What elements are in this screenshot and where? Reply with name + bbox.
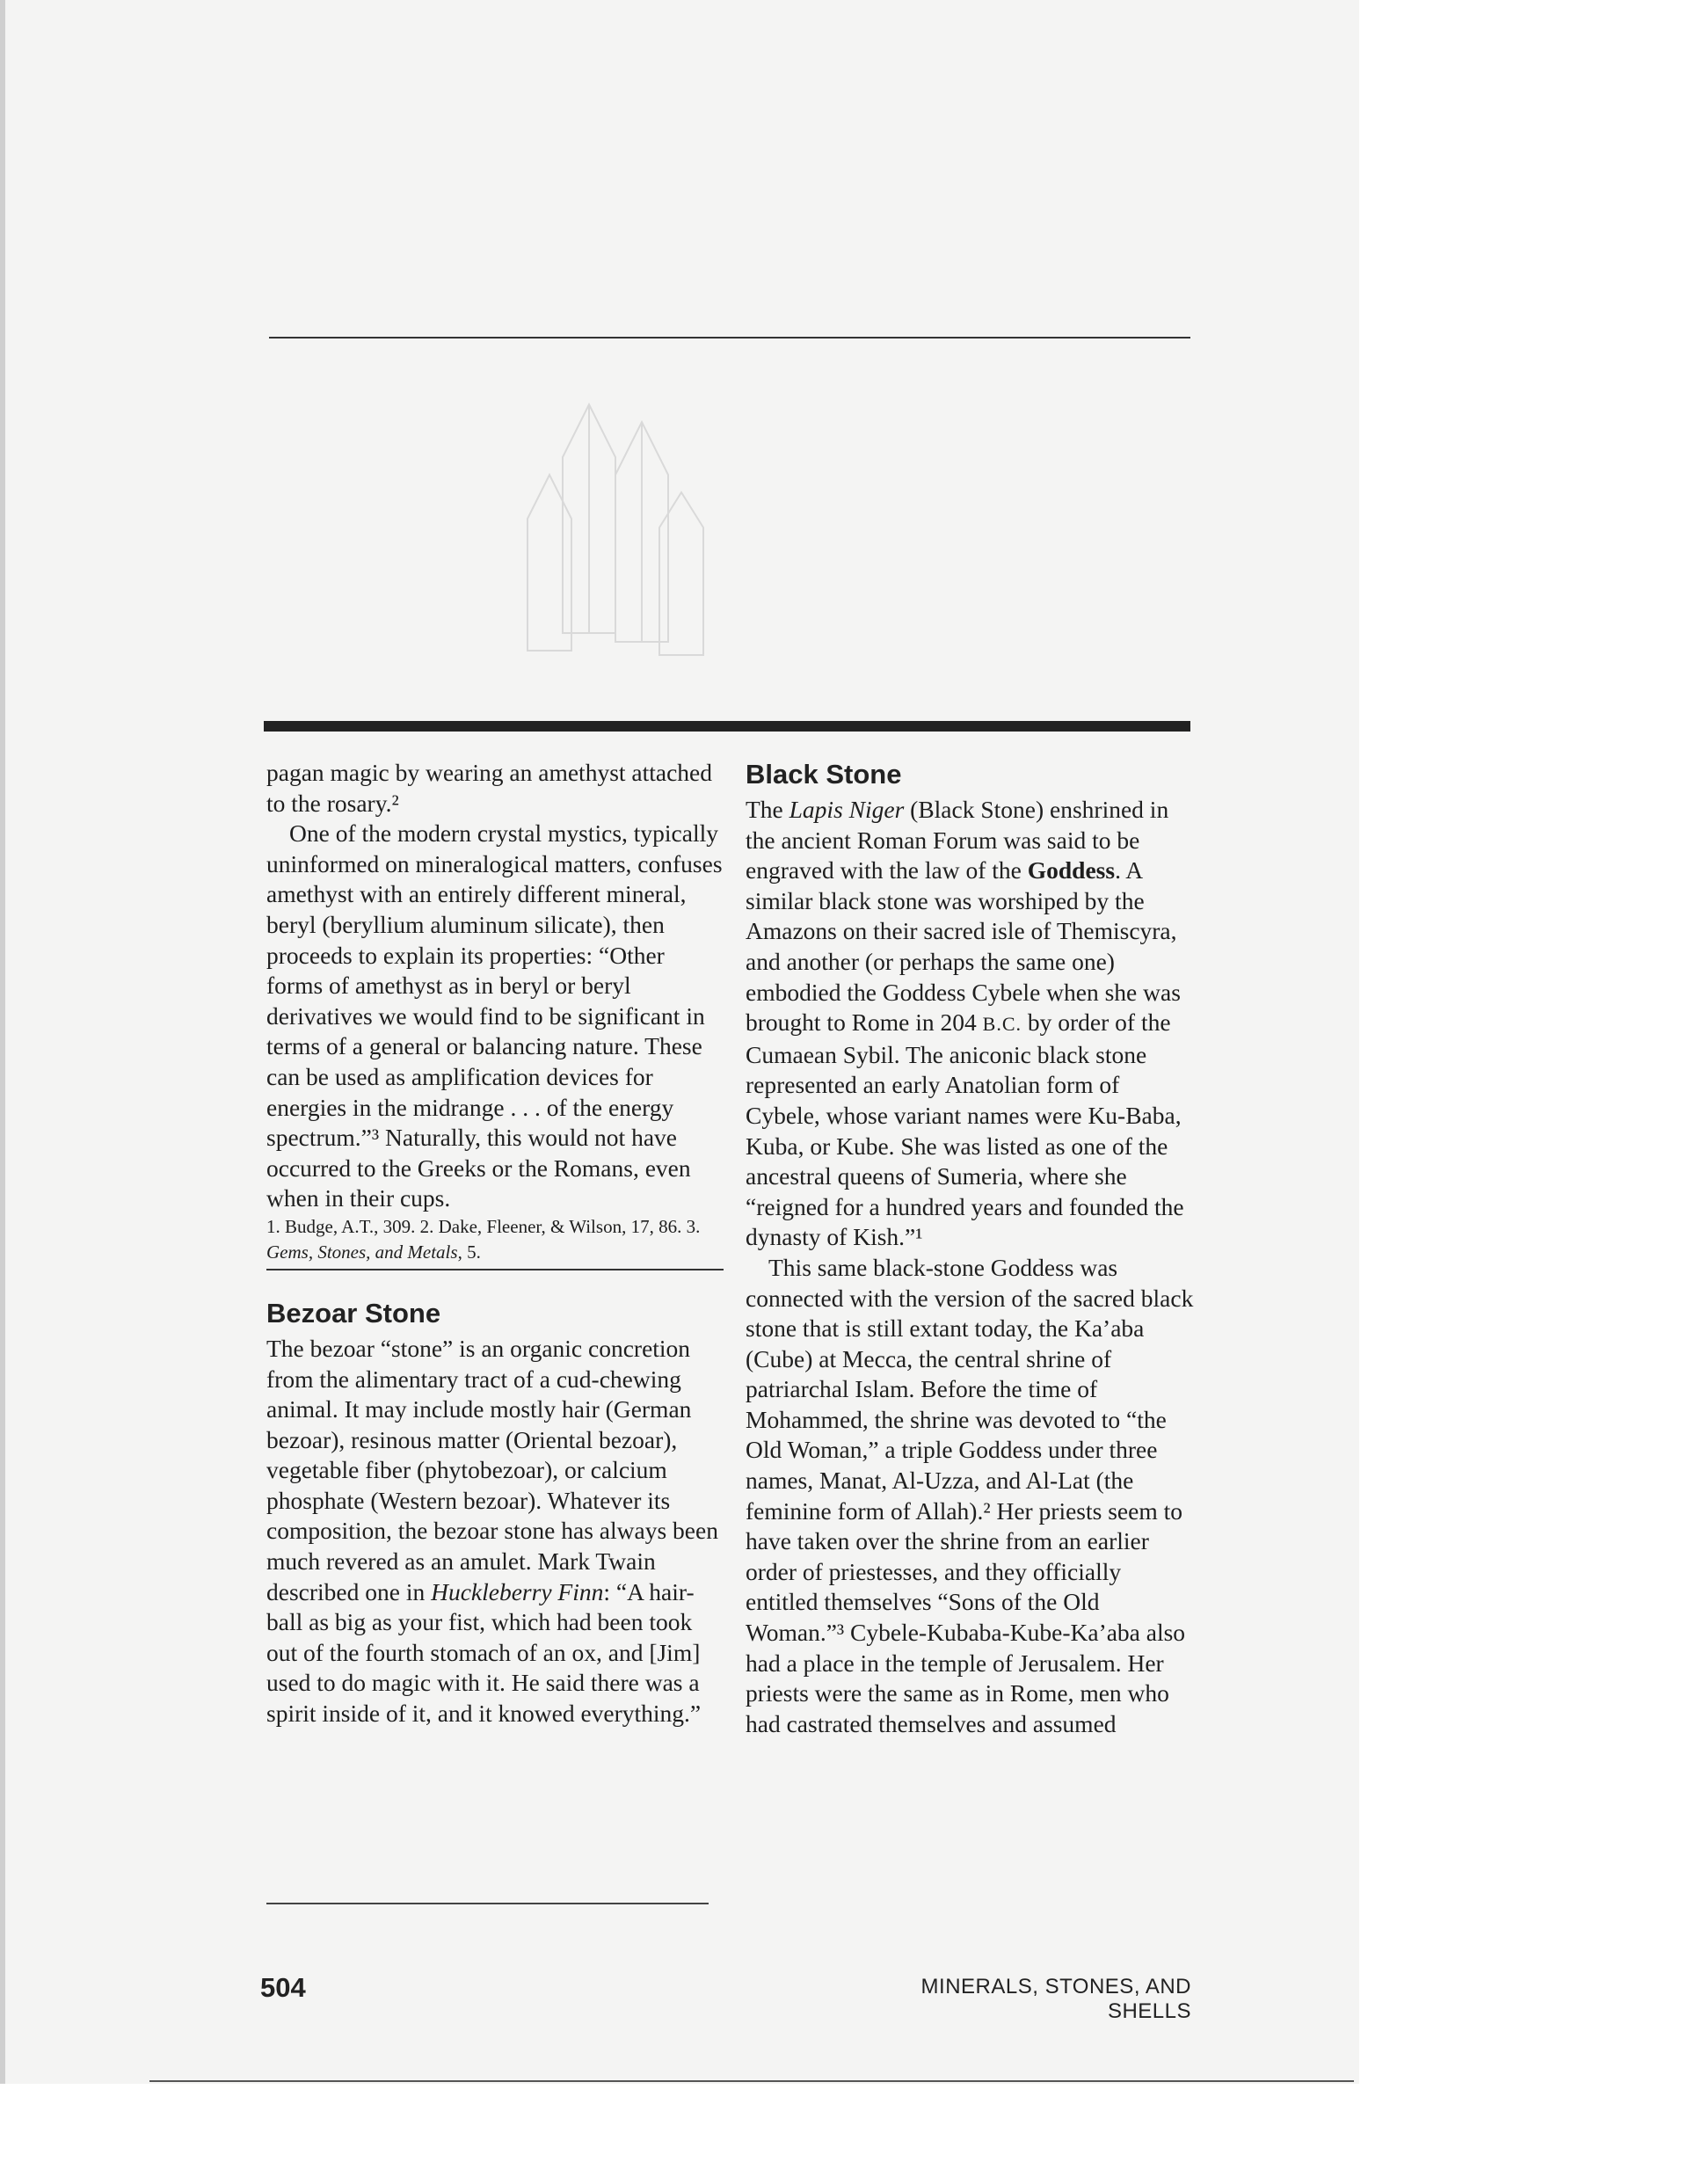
amethyst-notes [266, 1214, 724, 1265]
bs-text-c: . A similar black stone was worshiped by the Amazons on their sacred isle of Themiscyra, and another (or perhaps the same one) embodied the Goddess Cybele when she was brought to Rome in 204 [746, 856, 1181, 1037]
faded-crystal-illustration [492, 352, 721, 686]
header-rule [269, 337, 1190, 339]
black-stone-heading: Black Stone [746, 759, 902, 790]
bs-lapis-niger: Lapis Niger [789, 796, 905, 823]
notes-book-title: Gems, Stones, and Metals [266, 1241, 458, 1263]
bs-goddess-link: Goddess [1027, 856, 1116, 885]
notes-suffix: , 5. [457, 1241, 481, 1263]
notes-prefix: 1. Budge, A.T., 309. 2. Dake, Fleener, & Wilson, 17, 86. 3. [266, 1215, 701, 1237]
bezoar-stone-heading: Bezoar Stone [266, 1297, 441, 1329]
page-number: 504 [260, 1972, 306, 2003]
bezoar-book-title: Huckleberry Finn [431, 1577, 604, 1605]
bezoar-text-after: : “A hair-ball as big as your fist, which had been took out of the fourth stomach of an ox, and [Jim] used to do magic with it. He said there was a spirit inside of it, and it knowed everything.” [266, 1577, 702, 1728]
black-stone-paragraph-1 [746, 795, 1194, 1253]
notes-rule [266, 1269, 724, 1270]
column-end-rule [266, 1903, 709, 1904]
running-head: MINERALS, STONES, AND SHELLS [920, 1975, 1191, 2023]
section-divider-thick [264, 721, 1190, 732]
bs-text-a: The [746, 796, 789, 823]
bs-era: B.C. [982, 1013, 1022, 1036]
right-column [746, 758, 1194, 1739]
scan-edge [0, 0, 5, 2084]
bezoar-stone-paragraph [266, 1334, 724, 1729]
scan-bottom-edge [149, 2080, 1354, 2082]
black-stone-paragraph-2: This same black-stone Goddess was connected with the version of the sacred black stone that is still extant today, the Ka’aba (Cube) at Mecca, the central shrine of patriarchal Islam. Before the time of Mohammed, the shrine was devoted to “the Old Woman,” a triple Goddess under three names, Manat, Al-Uzza, and Al-Lat (the feminine form of Allah).² Her priests seem to have taken over the shrine from an earlier order of priestesses, and they officially entitled themselves “Sons of the Old Woman.”³ Cybele-Kubaba-Kube-Ka’aba also had a place in the temple of Jerusalem. Her priests were the same as in Rome, men who had castrated themselves and assumed [746, 1253, 1194, 1737]
bezoar-text-before: The bezoar “stone” is an organic concretion from the alimentary tract of a cud-chewing animal. It may include mostly hair (German bezoar), resinous matter (Oriental bezoar), vegetable fiber (phytobezoar), or calcium phosphate (Western bezoar). Whatever its composition, the bezoar stone has always been much revered as an amulet. Mark Twain described one in [266, 1334, 718, 1605]
left-column [266, 758, 724, 1729]
amethyst-paragraph: One of the modern crystal mystics, typically uninformed on mineralogical matters, confuses amethyst with an entirely different mineral, beryl (beryllium aluminum silicate), then proceeds to explain its properties: “Other forms of amethyst as in beryl or beryl derivatives we would find to be significant in terms of a general or balancing nature. These can be used as amplification devices for energies in the midrange . . . of the energy spectrum.”³ Naturally, this would not have occurred to the Greeks or the Romans, even when in their cups. [266, 819, 723, 1212]
bs-text-d: by order of the Cumaean Sybil. The aniconic black stone represented an early Anatolian form of Cybele, whose variant names were Ku-Baba, Kuba, or Kube. She was listed as one of the ancestral queens of Sumeria, where she “reigned for a hundred years and founded the dynasty of Kish.”¹ [746, 1008, 1184, 1251]
amethyst-continuation: pagan magic by wearing an amethyst attached to the rosary.² [266, 759, 713, 817]
bs-text-b: (Black Stone) enshrined in the ancient Roman Forum was said to be engraved with the law of the [746, 796, 1169, 885]
